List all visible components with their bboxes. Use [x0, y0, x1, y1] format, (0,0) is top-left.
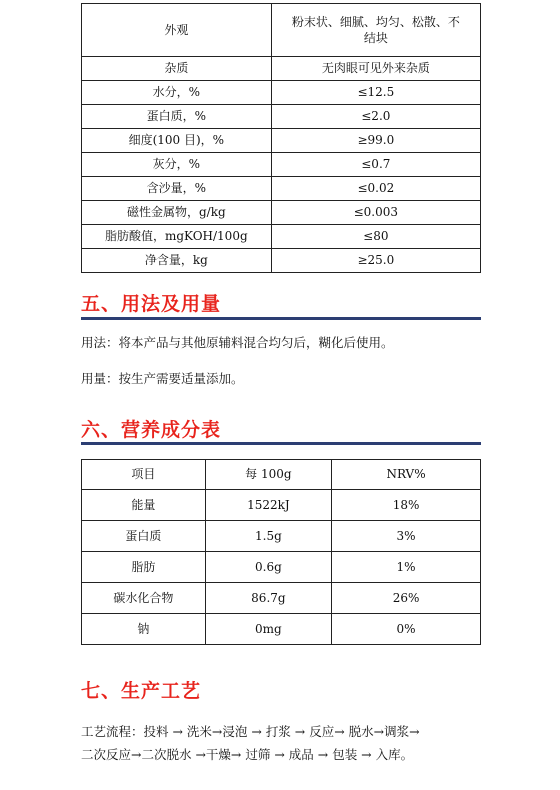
- table-row: [82, 521, 481, 552]
- process-flow-line: 工艺流程：投料 → 洗米→浸泡 → 打浆 → 反应→ 脱水→调浆→: [81, 724, 420, 739]
- table-header-row: [82, 460, 481, 490]
- spec-value: 无肉眼可见外来杂质: [271, 57, 480, 81]
- quality-spec-table: [81, 3, 481, 273]
- spec-item: 磁性金属物，g/kg: [82, 201, 272, 225]
- table-row: [82, 177, 481, 201]
- spec-item: 净含量，kg: [82, 249, 272, 273]
- table-row: [82, 225, 481, 249]
- nutrient-nrv: 1%: [332, 552, 481, 583]
- nutrient-nrv: 0%: [332, 614, 481, 645]
- table-row: [82, 583, 481, 614]
- nutrient-nrv: 26%: [332, 583, 481, 614]
- table-row: [82, 81, 481, 105]
- spec-item: 蛋白质，%: [82, 105, 272, 129]
- spec-item: 杂质: [82, 57, 272, 81]
- table-row: [82, 249, 481, 273]
- column-header: NRV%: [332, 460, 481, 490]
- section-heading: 五、用法及用量: [81, 293, 222, 315]
- spec-item: 水分，%: [82, 81, 272, 105]
- table-row: [82, 4, 481, 57]
- table-row: [82, 552, 481, 583]
- nutrient-name: 碳水化合物: [82, 583, 206, 614]
- table-row: [82, 57, 481, 81]
- nutrient-amount: 1.5g: [205, 521, 331, 552]
- spec-item: 灰分，%: [82, 153, 272, 177]
- table-row: [82, 201, 481, 225]
- table-row: [82, 129, 481, 153]
- section-divider: [81, 317, 481, 320]
- spec-item: 含沙量，%: [82, 177, 272, 201]
- spec-item: 细度(100 目)，%: [82, 129, 272, 153]
- column-header: 项目: [82, 460, 206, 490]
- column-header: 每 100g: [205, 460, 331, 490]
- spec-item: 外观: [82, 4, 272, 57]
- nutrient-name: 能量: [82, 490, 206, 521]
- spec-value: ≤0.003: [271, 201, 480, 225]
- spec-value-line: 粉末状、细腻、均匀、松散、不: [291, 14, 460, 29]
- process-flow-line: 二次反应→二次脱水 →干燥→ 过筛 → 成品 → 包装 → 入库。: [81, 747, 414, 762]
- spec-value: ≤80: [271, 225, 480, 249]
- table-row: [82, 153, 481, 177]
- table-row: [82, 490, 481, 521]
- dosage-text: 用量：按生产需要适量添加。: [81, 371, 244, 386]
- spec-value: ≤0.02: [271, 177, 480, 201]
- spec-item: 脂肪酸值，mgKOH/100g: [82, 225, 272, 249]
- nutrient-amount: 0mg: [205, 614, 331, 645]
- spec-value: ≥99.0: [271, 129, 480, 153]
- nutrient-name: 钠: [82, 614, 206, 645]
- table-row: [82, 614, 481, 645]
- spec-value: ≤2.0: [271, 105, 480, 129]
- nutrition-table: [81, 459, 481, 645]
- spec-value: ≤12.5: [271, 81, 480, 105]
- spec-value: ≥25.0: [271, 249, 480, 273]
- nutrient-nrv: 18%: [332, 490, 481, 521]
- spec-value: ≤0.7: [271, 153, 480, 177]
- nutrient-amount: 0.6g: [205, 552, 331, 583]
- section-heading: 七、生产工艺: [81, 680, 202, 702]
- spec-value-line: 结块: [363, 31, 388, 45]
- spec-value: [271, 4, 480, 57]
- usage-text: 用法：将本产品与其他原辅料混合均匀后，糊化后使用。: [81, 335, 394, 350]
- nutrient-nrv: 3%: [332, 521, 481, 552]
- section-divider: [81, 442, 481, 445]
- nutrient-amount: 1522kJ: [205, 490, 331, 521]
- nutrient-name: 蛋白质: [82, 521, 206, 552]
- nutrient-name: 脂肪: [82, 552, 206, 583]
- nutrient-amount: 86.7g: [205, 583, 331, 614]
- table-row: [82, 105, 481, 129]
- section-heading: 六、营养成分表: [81, 419, 222, 441]
